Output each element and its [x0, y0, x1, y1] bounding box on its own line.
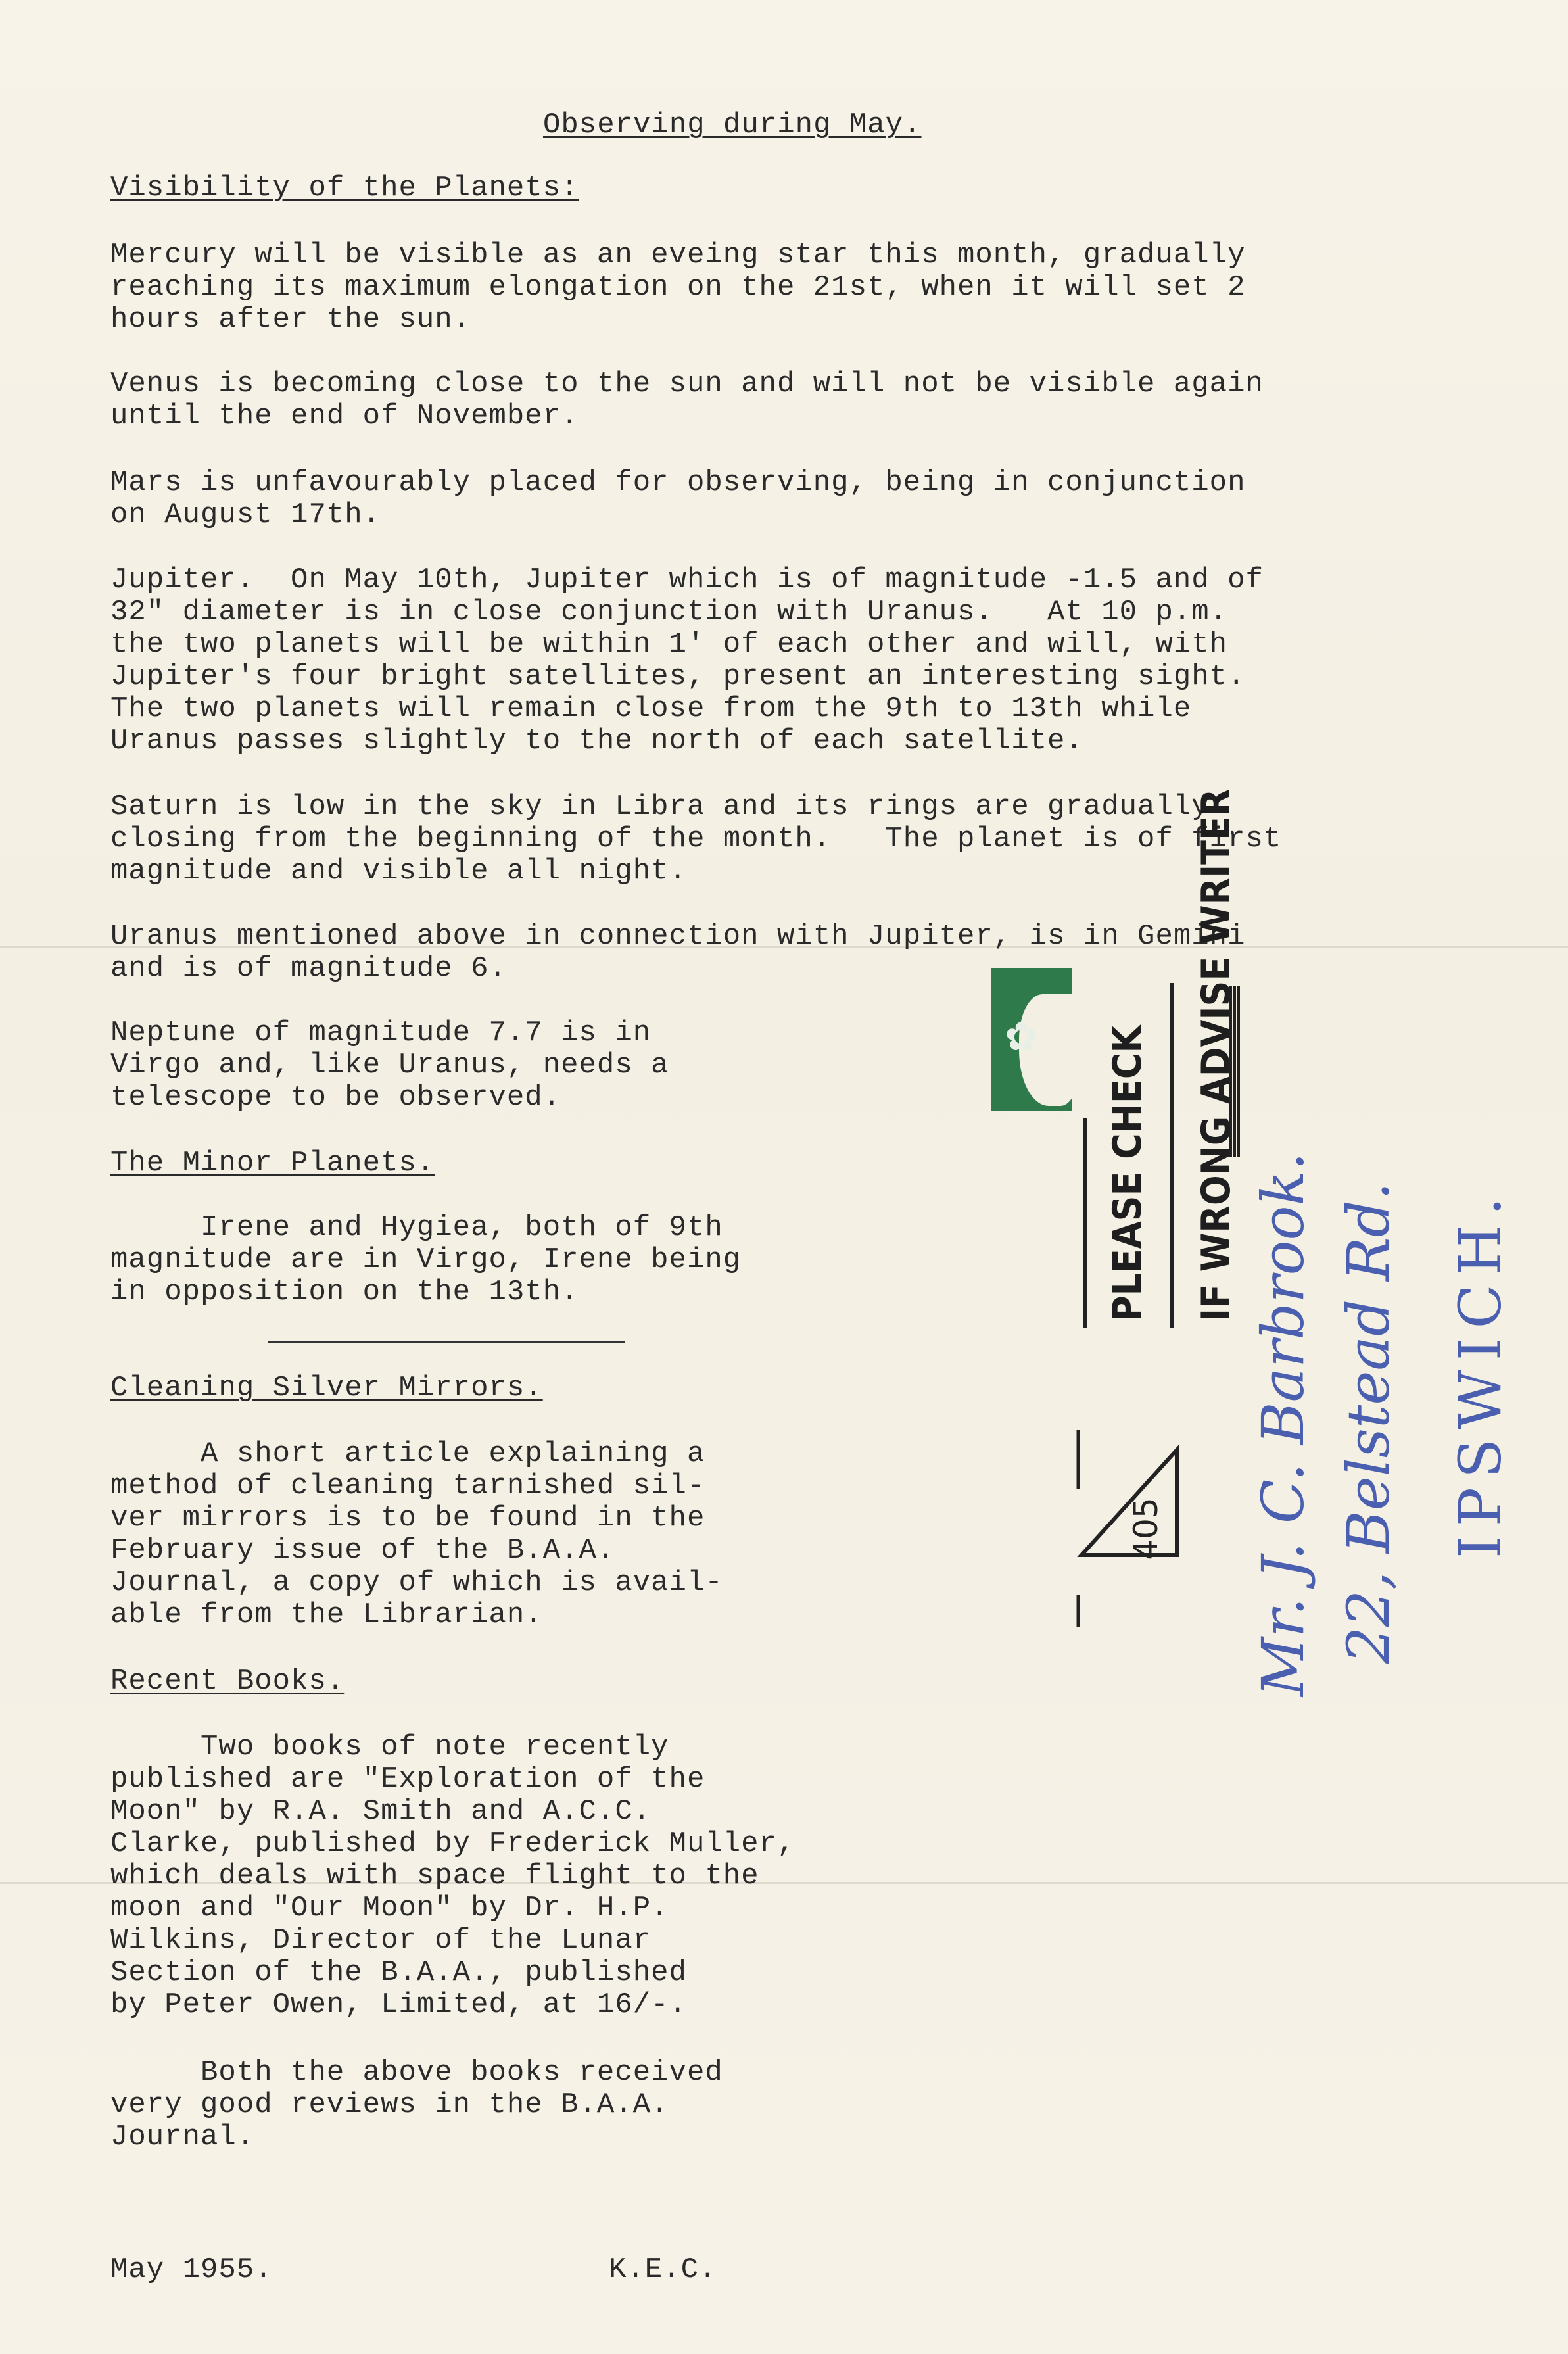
text-line: Journal, a copy of which is avail- [110, 1566, 723, 1599]
page-title: Observing during May. [543, 108, 922, 141]
section-divider [268, 1341, 625, 1343]
text-line: magnitude are in Virgo, Irene being [110, 1243, 742, 1276]
address-street: 22, Belstead Rd. [1335, 1182, 1402, 1664]
postmark-line [1083, 1118, 1087, 1328]
text-line: February issue of the B.A.A. [110, 1534, 615, 1567]
text-line: the two planets will be within 1' of each other and will, with [110, 628, 1228, 661]
text-line: Mars is unfavourably placed for observing, being in conjunction [110, 466, 1246, 499]
text-line: ver mirrors is to be found in the [110, 1502, 705, 1535]
text-line: able from the Librarian. [110, 1598, 543, 1631]
text-line: Virgo and, like Uranus, needs a [110, 1049, 669, 1082]
text-line: The two planets will remain close from the 9th to 13th while [110, 692, 1192, 725]
text-line: magnitude and visible all night. [110, 855, 687, 888]
address-town: IPSWICH. [1446, 1188, 1514, 1558]
text-line: 32" diameter is in close conjunction with Uranus. At 10 p.m. [110, 596, 1228, 629]
postmark-number: 405 [1127, 1497, 1165, 1560]
text-line: reaching its maximum elongation on the 21st, when it will set 2 [110, 271, 1246, 304]
address-name: Mr. J. C. Barbrook. [1249, 1152, 1317, 1696]
text-line: Mercury will be visible as an eveing star this month, gradually [110, 239, 1246, 272]
minor-planets-heading: The Minor Planets. [110, 1147, 435, 1180]
postage-stamp [991, 968, 1072, 1111]
text-line: Neptune of magnitude 7.7 is in [110, 1017, 652, 1049]
text-line: Two books of note recently [110, 1731, 669, 1764]
text-line: Section of the B.A.A., published [110, 1956, 687, 1989]
text-line: by Peter Owen, Limited, at 16/-. [110, 1988, 687, 2021]
postmark-please-check: PLEASE CHECK [1105, 1025, 1151, 1322]
text-line: on August 17th. [110, 498, 381, 531]
text-line: A short article explaining a [110, 1437, 705, 1470]
text-line: Wilkins, Director of the Lunar [110, 1924, 652, 1957]
text-line: very good reviews in the B.A.A. [110, 2088, 669, 2121]
text-line: Uranus passes slightly to the north of each satellite. [110, 725, 1083, 757]
text-line: in opposition on the 13th. [110, 1276, 579, 1309]
mirrors-heading: Cleaning Silver Mirrors. [110, 1372, 543, 1405]
postmark-advise-writer: IF WRONG ADVISE WRITER [1193, 788, 1239, 1322]
postmark-line [1170, 983, 1174, 1328]
text-line: Clarke, published by Frederick Muller, [110, 1827, 796, 1860]
footer-initials: K.E.C. [609, 2253, 717, 2286]
planets-heading: Visibility of the Planets: [110, 172, 579, 204]
text-line: Jupiter. On May 10th, Jupiter which is of magnitude -1.5 and of [110, 564, 1264, 596]
text-line: and is of magnitude 6. [110, 952, 507, 985]
text-line: telescope to be observed. [110, 1081, 561, 1114]
text-line: Irene and Hygiea, both of 9th [110, 1211, 723, 1244]
text-line: Moon" by R.A. Smith and A.C.C. [110, 1795, 652, 1828]
text-line: Both the above books received [110, 2056, 723, 2089]
text-line: Uranus mentioned above in connection with Jupiter, is in Gemini [110, 920, 1246, 953]
text-line: moon and "Our Moon" by Dr. H.P. [110, 1892, 669, 1925]
text-line: Journal. [110, 2121, 255, 2153]
text-line: Saturn is low in the sky in Libra and its rings are gradually [110, 790, 1210, 823]
text-line: until the end of November. [110, 400, 579, 433]
text-line: published are "Exploration of the [110, 1763, 705, 1796]
footer-date: May 1955. [110, 2253, 273, 2286]
text-line: hours after the sun. [110, 303, 471, 336]
books-heading: Recent Books. [110, 1665, 345, 1698]
text-line: which deals with space flight to the [110, 1860, 759, 1892]
text-line: method of cleaning tarnished sil- [110, 1470, 705, 1502]
text-line: Venus is becoming close to the sun and will not be visible again [110, 368, 1264, 400]
postmark-triangle [1072, 1430, 1229, 1627]
flower-icon: ✿ [1005, 1014, 1038, 1060]
text-line: closing from the beginning of the month. The planet is of first [110, 823, 1282, 855]
text-line: Jupiter's four bright satellites, present an interesting sight. [110, 660, 1246, 693]
